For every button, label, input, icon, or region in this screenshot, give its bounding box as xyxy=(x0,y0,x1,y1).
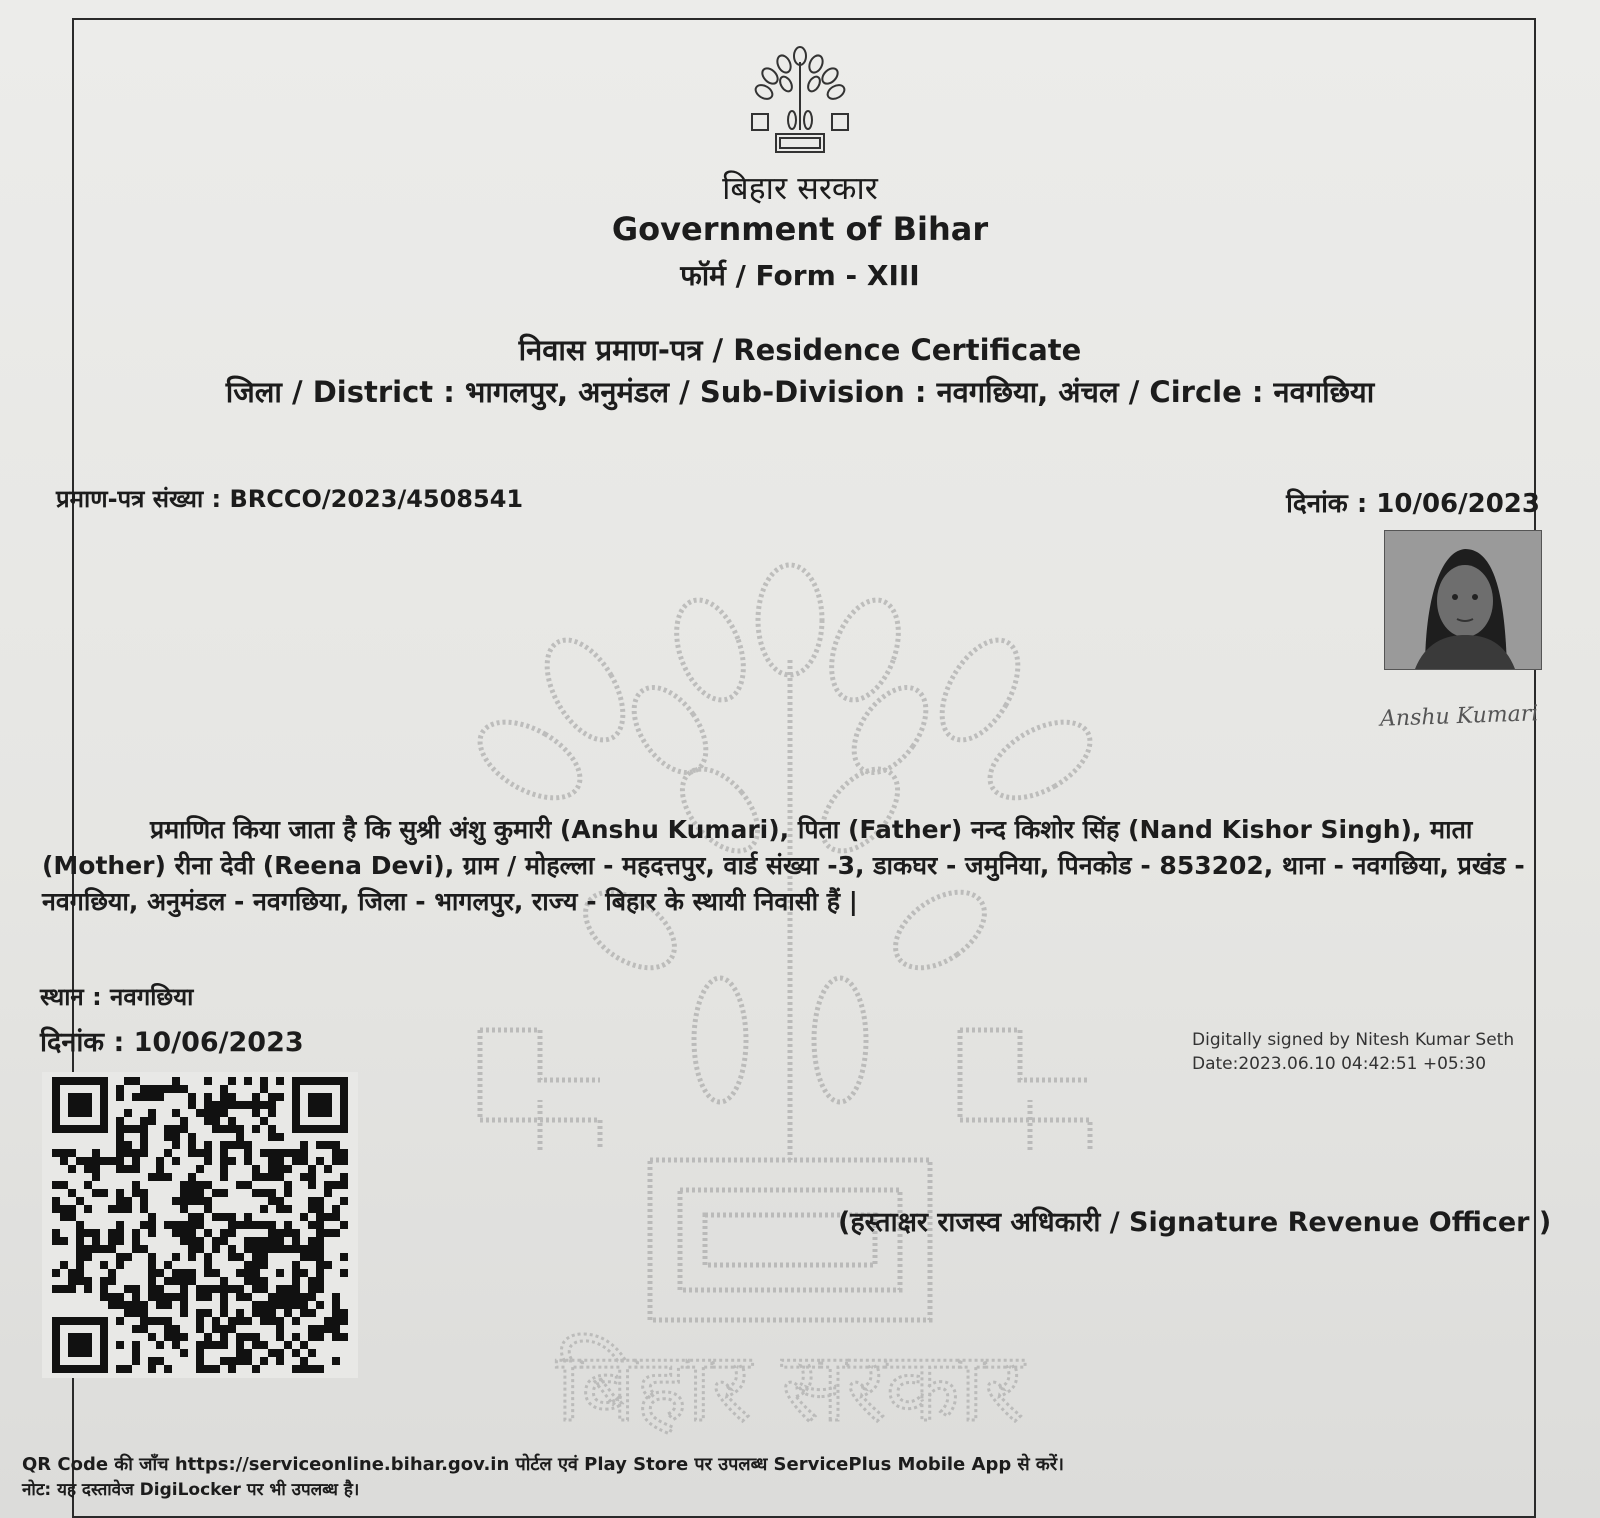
qr-verification-note: QR Code की जाँच https://serviceonline.bihar.gov.in पोर्टल एवं Play Store पर उपलब्ध ServicePlus Mobile App से करें। xyxy=(22,1454,1064,1475)
bihar-emblem-icon xyxy=(740,42,860,164)
district-line: जिला / District : भागलपुर, अनुमंडल / Sub-Division : नवगछिया, अंचल / Circle : नवगछिया xyxy=(225,375,1375,409)
certificate-date: दिनांक : 10/06/2023 xyxy=(1286,489,1540,519)
qr-code-icon[interactable] xyxy=(42,1072,358,1378)
digilocker-note: नोट: यह दस्तावेज DigiLocker पर भी उपलब्ध है। xyxy=(22,1480,360,1500)
issue-place: स्थान : नवगछिया xyxy=(40,983,194,1011)
state-name-hindi: बिहार सरकार xyxy=(722,169,878,207)
state-name-english: Government of Bihar xyxy=(611,210,989,248)
issue-date: दिनांक : 10/06/2023 xyxy=(40,1027,304,1058)
holder-signature: Anshu Kumari xyxy=(1379,701,1539,732)
digital-signature xyxy=(1192,1028,1514,1076)
emblem-watermark-icon xyxy=(470,560,1120,1440)
officer-signature-label: (हस्ताक्षर राजस्व अधिकारी / Signature Revenue Officer ) xyxy=(838,1207,1552,1238)
form-number: फॉर्म / Form - XIII xyxy=(680,259,920,292)
digital-signature-signer: Digitally signed by Nitesh Kumar Seth xyxy=(1192,1030,1515,1050)
certification-text xyxy=(42,812,1572,920)
holder-photo xyxy=(1384,530,1542,670)
person-photo-icon xyxy=(1385,531,1541,669)
certificate-title: निवास प्रमाण-पत्र / Residence Certificate xyxy=(518,333,1082,367)
watermark-text: बिहार सरकार xyxy=(556,1331,1024,1440)
certificate-number: प्रमाण-पत्र संख्या : BRCCO/2023/4508541 xyxy=(56,485,524,513)
digital-signature-date: Date:2023.06.10 04:42:51 +05:30 xyxy=(1192,1054,1487,1074)
certification-body: प्रमाणित किया जाता है कि सुश्री अंशु कुमारी (Anshu Kumari), पिता (Father) नन्द किशोर सिंह (Nand Kishor Singh), माता (Mother) रीना देवी (Reena Devi), ग्राम / मोहल्ला - महदत्तपुर, वार्ड संख्या -3, डाकघर - जमुनिया, पिनकोड - 853202, थाना - नवगछिया, प्रखंड - नवगछिया, अनुमंडल - नवगछिया, जिला - भागलपुर, राज्य - बिहार के स्थायी निवासी हैं | xyxy=(42,815,1525,916)
